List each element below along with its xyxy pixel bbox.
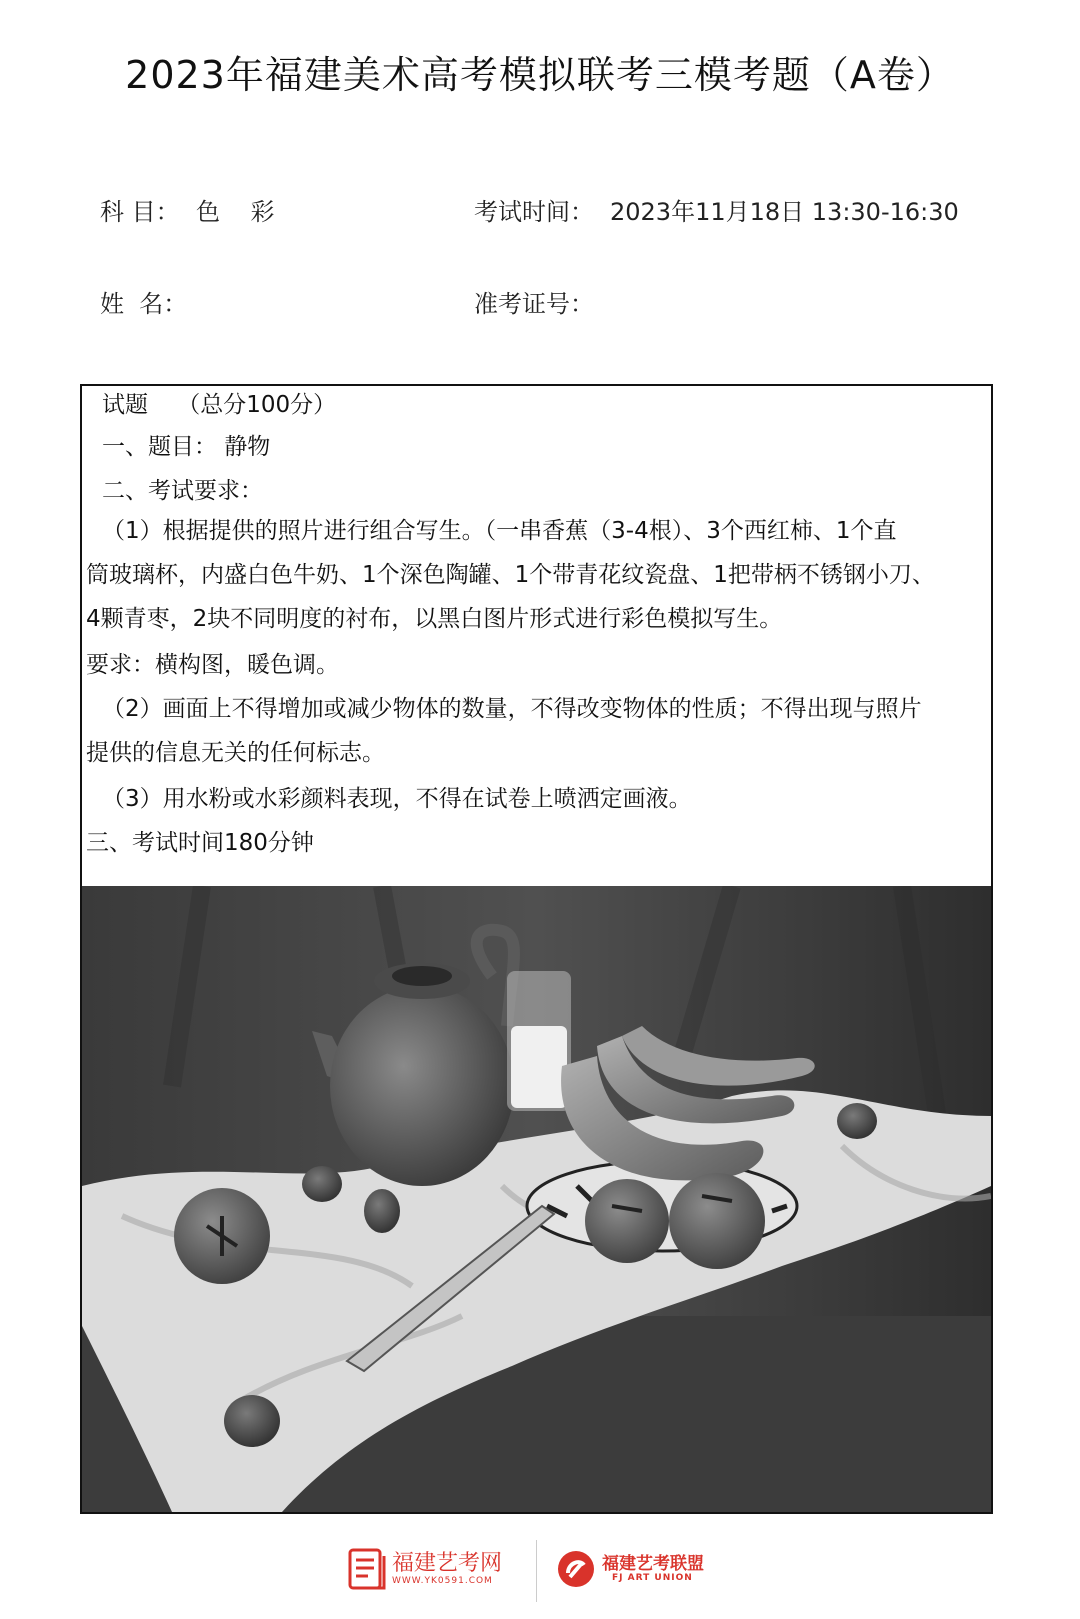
exam-heading: 试题 （总分100分） xyxy=(102,392,337,418)
date-4 xyxy=(224,1395,280,1447)
date-3 xyxy=(837,1103,877,1139)
admission-id-label: 准考证号： xyxy=(474,290,594,318)
footer-logo-fj-art-union[interactable] xyxy=(556,1543,726,1599)
exam-time-label: 考试时间： xyxy=(474,198,594,226)
section-exam-time: 三、考试时间180分钟 xyxy=(86,830,314,856)
date-2 xyxy=(364,1189,400,1233)
logo2-name: 福建艺考联盟 xyxy=(602,1554,704,1574)
clay-jar xyxy=(330,986,514,1186)
section-topic: 一、题目： 静物 xyxy=(102,434,271,460)
requirement-1-line-3: 4颗青枣，2块不同明度的衬布，以黑白图片形式进行彩色模拟写生。 xyxy=(86,606,783,632)
still-life-photo xyxy=(82,886,991,1512)
requirement-2-line-2: 提供的信息无关的任何标志。 xyxy=(86,740,385,766)
milk xyxy=(511,1026,567,1108)
section-requirements: 二、考试要求： xyxy=(102,478,263,504)
date-1 xyxy=(302,1166,342,1202)
exam-question-box xyxy=(80,384,993,1514)
requirement-1-line-1: （1）根据提供的照片进行组合写生。（一串香蕉（3-4根）、3个西红柿、1个直 xyxy=(102,518,897,544)
fj-art-union-icon xyxy=(556,1549,596,1589)
logo1-name: 福建艺考网 xyxy=(392,1551,503,1576)
jar-mouth xyxy=(392,966,452,986)
footer-divider xyxy=(536,1540,537,1602)
requirement-3: （3）用水粉或水彩颜料表现，不得在试卷上喷洒定画液。 xyxy=(102,786,692,812)
name-label: 姓 名： xyxy=(100,290,188,318)
requirement-extra: 要求：横构图，暖色调。 xyxy=(86,652,339,678)
tomato-plate-1 xyxy=(585,1179,669,1263)
page-title: 2023年福建美术高考模拟联考三模考题（A卷） xyxy=(125,53,955,97)
subject-value: 色 彩 xyxy=(196,198,275,226)
subject-label: 科 目： xyxy=(100,198,180,226)
logo1-url: WWW.YK0591.COM xyxy=(392,1576,493,1586)
footer-logo-yk0591[interactable] xyxy=(348,1540,508,1600)
requirement-2-line-1: （2）画面上不得增加或减少物体的数量，不得改变物体的性质；不得出现与照片 xyxy=(102,696,922,722)
exam-time-value: 2023年11月18日 13:30-16:30 xyxy=(610,198,959,226)
logo2-sub: FJ ART UNION xyxy=(612,1573,693,1583)
requirement-1-line-2: 筒玻璃杯，内盛白色牛奶、1个深色陶罐、1个带青花纹瓷盘、1把带柄不锈钢小刀、 xyxy=(86,562,935,588)
tomato-plate-2 xyxy=(669,1173,765,1269)
book-icon xyxy=(348,1548,386,1592)
